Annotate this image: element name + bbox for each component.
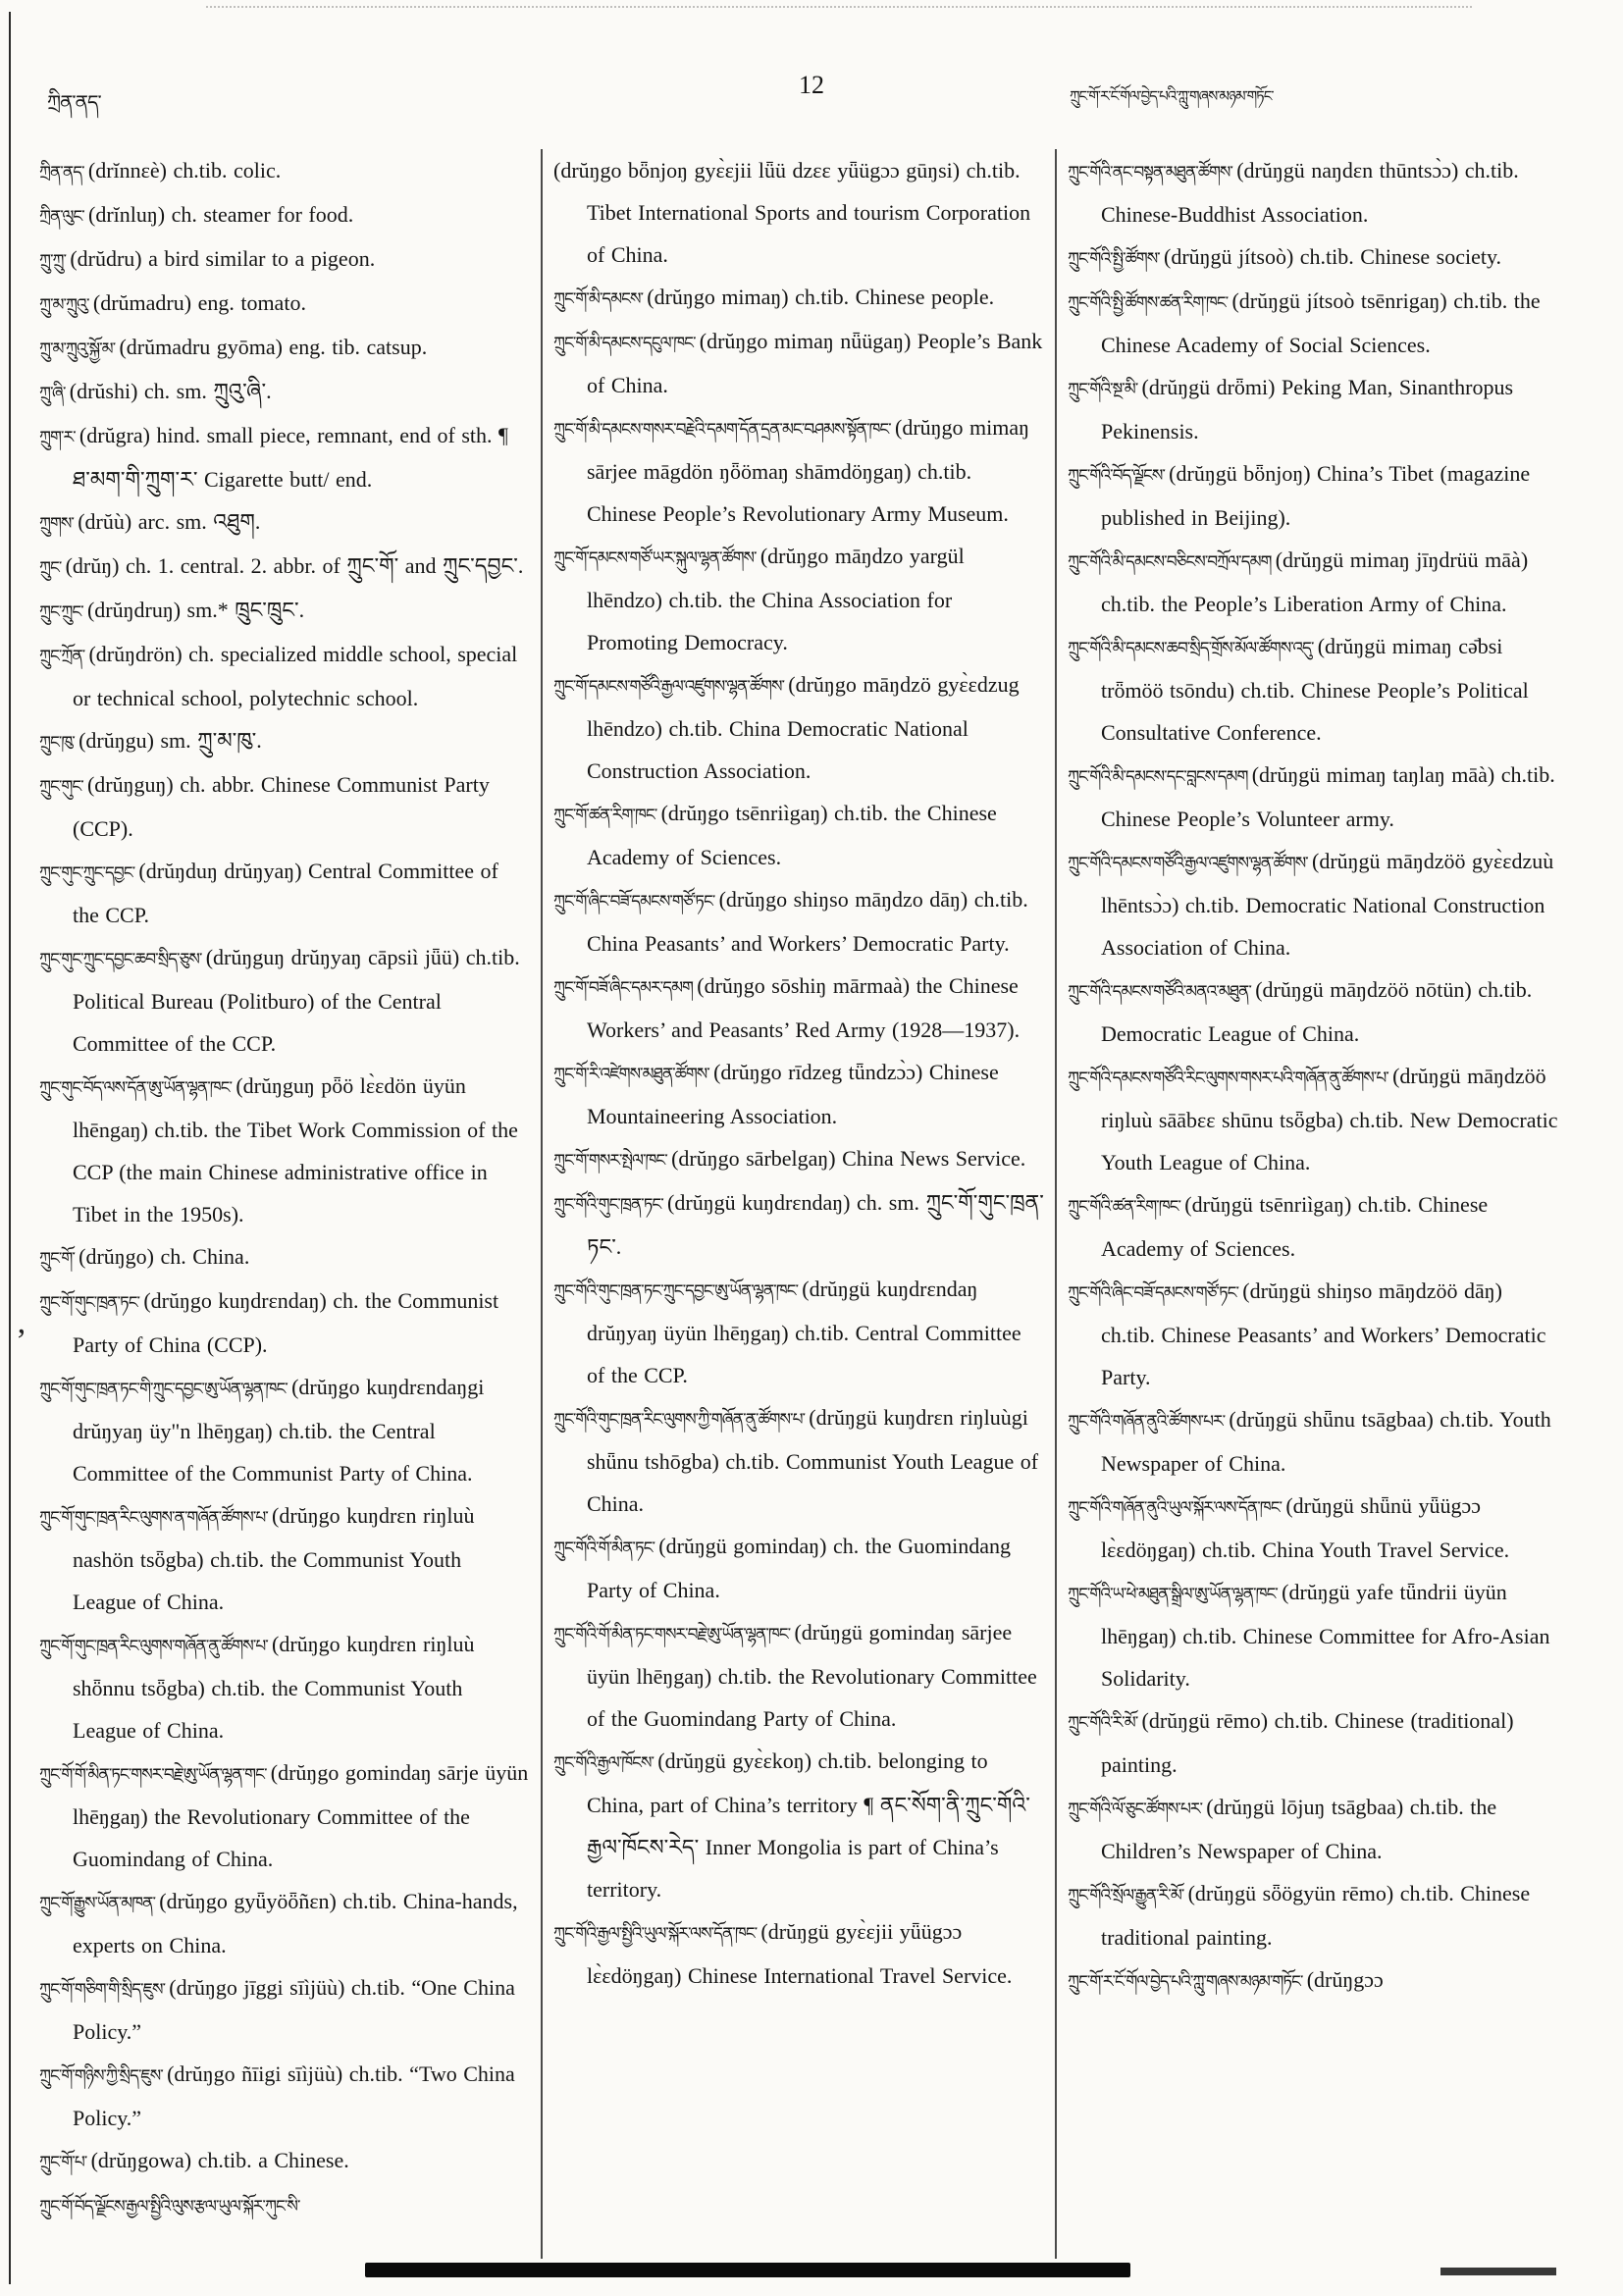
dictionary-entry: [39, 1366, 530, 1494]
entry-definition: (drŭŋgu) sm. ཀྲུ་མ་ཁུ་.: [79, 728, 262, 753]
dictionary-entry: [553, 1181, 1044, 1268]
entry-definition: (drŭŋgowa) ch.tib. a Chinese.: [90, 2148, 349, 2172]
dictionary-entry: [1068, 235, 1558, 280]
entry-definition: (drŭŋgo mimaŋ) ch.tib. Chinese people.: [647, 285, 995, 309]
dictionary-entry: [553, 878, 1044, 965]
dictionary-body: [39, 149, 1584, 2259]
entry-definition: (drŭŋgɔɔ: [1306, 1967, 1384, 1992]
dictionary-entry: [39, 2183, 530, 2227]
dictionary-entry: [553, 1137, 1044, 1181]
tibetan-headword: ཀྲུང་གོ་རྒྱུས་ཡོན་མཁན་: [39, 1894, 160, 1912]
dictionary-entry: [1068, 625, 1558, 754]
tibetan-headword: ཀྲུང་: [39, 558, 66, 577]
dictionary-entry: [553, 1611, 1044, 1740]
entry-definition: (drŭŋgo sārbelgaŋ) China News Service.: [671, 1146, 1026, 1171]
dictionary-entry: [1068, 1183, 1558, 1270]
entry-definition: (drŭshi) ch. sm. ཀྲུའུ་ཞི་.: [69, 379, 272, 403]
dictionary-entry: [1068, 1872, 1558, 1958]
tibetan-headword: ཀྲུང་གོའི་སྤྱི་ཚོགས་ཚན་རིག་ཁང་: [1068, 293, 1232, 312]
entry-definition: (drŭŋgo mimaŋ sārjee māgdön ŋȫömaŋ shāmdöŋgaŋ) ch.tib. Chinese People’s Revolutionary Army Museum.: [587, 415, 1030, 526]
column-rule-2: [1055, 149, 1057, 2259]
entry-definition: (drŭŋgü drȫmi) Peking Man, Sinanthropus Pekinensis.: [1101, 375, 1514, 444]
entry-definition: (drŭŋgo kuŋdrɛndaŋgi drŭŋyaŋ üy"n lhēŋgaŋ) ch.tib. the Central Committee of the Communist Party of China.: [73, 1375, 485, 1486]
dictionary-entry: [1068, 452, 1558, 539]
tibetan-headword: ཀྲུང་གོའི་ནང་བསྟན་མཐུན་ཚོགས་: [1068, 163, 1237, 182]
dictionary-entry: [39, 763, 530, 850]
scan-edge-line: [9, 12, 11, 2284]
tibetan-headword: ཀྲུང་གོ་གུང་ཁྲན་རིང་ལུགས་གཞོན་ནུ་ཚོགས་པ་: [39, 1637, 273, 1655]
dictionary-entry: [553, 965, 1044, 1051]
entry-definition: (drŭŋgü shǖnü yǖügɔɔ lɛ̀ɛdöŋgaŋ) ch.tib. China Youth Travel Service.: [1101, 1493, 1510, 1562]
tibetan-headword: ཀྲུང་གོ་གུང་ཁྲན་ཏང་: [39, 1293, 144, 1312]
tibetan-headword: ཀྲུང་གུང་: [39, 777, 87, 796]
entry-definition: (drŭŋgü tsēnriìgaŋ) ch.tib. Chinese Academy of Sciences.: [1101, 1192, 1489, 1261]
tibetan-headword: ཀྲུང་གོའི་སྔ་མི་: [1068, 380, 1142, 398]
dictionary-entry: [553, 663, 1044, 792]
entry-definition: (drŭŋgo kuŋdrɛn riŋluù shȫnnu tsȫgba) ch.tib. the Communist Youth League of China.: [73, 1632, 475, 1743]
dictionary-entry: [39, 326, 530, 370]
tibetan-headword: ཀྲུང་གོའི་གུང་ཁྲན་ཏང་ཀྲུང་དབྱང་ཨུ་ཡོན་ལྷན་ཁང་: [553, 1281, 803, 1300]
entry-definition: (drŭŋgü māŋdzöö nōtün) ch.tib. Democratic League of China.: [1101, 977, 1533, 1046]
scan-bottom-bar: [365, 2263, 1130, 2277]
dictionary-entry: [39, 237, 530, 282]
entry-definition: (drŭdru) a bird similar to a pigeon.: [70, 246, 376, 271]
entry-definition: (drŭŋ) ch. 1. central. 2. abbr. of ཀྲུང་གོ་ and ཀྲུང་དབྱང་.: [65, 553, 524, 578]
tibetan-headword: ཀྲུང་གོ་ར་ངོ་གོལ་བྱེད་པའི་ཀླུ་གཞས་མཉམ་གཏོང་: [1068, 1972, 1307, 1991]
tibetan-headword: ཀྲུང་གོ་གཅིག་གི་སྲིད་ཇུས་: [39, 1980, 170, 1999]
tibetan-headword: ཀྲུ་མ་ཀྲུའུ་: [39, 295, 93, 314]
page-number: 12: [799, 71, 824, 99]
guide-word-right: ཀྲུང་གོ་ར་ངོ་གོལ་བྱེད་པའི་ཀླུ་གཞས་མཉམ་གཏོང་: [1070, 89, 1274, 105]
tibetan-headword: ཀྲུང་གོའི་དམངས་གཙོའི་མནའ་མཐུན་: [1068, 982, 1256, 1001]
running-head: [43, 71, 1580, 126]
dictionary-entry: [39, 936, 530, 1065]
entry-definition: (drŭŋduŋ drŭŋyaŋ) Central Committee of the CCP.: [73, 859, 498, 927]
entry-definition: (drŭŋgü gomindaŋ sārjee üyün lhēŋgaŋ) ch.tib. the Revolutionary Committee of the Guomindang Party of China.: [587, 1620, 1037, 1731]
entry-definition: (drŭŋgo shiŋso māŋdzo dāŋ) ch.tib. China Peasants’ and Workers’ Democratic Party.: [587, 887, 1028, 956]
tibetan-headword: ཀྲུང་གོ་མི་དམངས་དངུལ་ཁང་: [553, 334, 700, 352]
entry-definition: (drŭŋgü gomindaŋ) ch. the Guomindang Party of China.: [587, 1534, 1012, 1602]
tibetan-headword: ཀྲུ་མ་ཀྲུའུ་སྐྱོ་མ་: [39, 339, 120, 358]
tibetan-headword: ཀྲུ་ཀྲུ་: [39, 251, 71, 270]
tibetan-headword: ཀྲུང་གོ་གོ་མིན་ཏང་གསར་བརྗེ་ཨུ་ཡོན་ལྷན་གང་: [39, 1765, 271, 1784]
column-left: [39, 149, 530, 2259]
tibetan-headword: ཀྲུང་གོའི་སྤྱི་ཚོགས་: [1068, 249, 1165, 268]
entry-definition: (drŭŋgü gyɛ̀ɛjii yǖügɔɔ lɛ̀ɛdöŋgaŋ) Chinese International Travel Service.: [587, 1919, 1013, 1988]
entry-definition: (drŭŋgü mimaŋ taŋlaŋ māà) ch.tib. Chinese People’s Volunteer army.: [1101, 762, 1555, 831]
tibetan-headword: ཀྲུང་གོ་དམངས་གཙོ་ཡར་སྐུལ་ལྷན་ཚོགས་: [553, 548, 760, 567]
entry-definition: (drŭŋgü māŋdzöö riŋluù sāābɛɛ shūnu tsȫgba) ch.tib. New Democratic Youth League of China.: [1101, 1064, 1558, 1174]
dictionary-entry: [1068, 754, 1558, 840]
dictionary-entry: [39, 719, 530, 763]
dictionary-entry: [39, 589, 530, 633]
entry-definition: (drŭŋgü lōjuŋ tsāgbaa) ch.tib. the Children’s Newspaper of China.: [1101, 1795, 1497, 1863]
tibetan-headword: ཀྲུང་གོ་མི་དམངས་: [553, 289, 648, 308]
dictionary-entry: [1068, 1571, 1558, 1699]
tibetan-headword: ཀྲུང་གོའི་ཞིང་བཟོ་དམངས་གཙོ་ཏང་: [1068, 1283, 1243, 1302]
entry-definition: (drŭŋgo kuŋdrɛndaŋ) ch. the Communist Party of China (CCP).: [73, 1288, 499, 1357]
entry-definition: (drŭmadru gyōma) eng. tib. catsup.: [119, 335, 428, 359]
tibetan-headword: ཀྲུང་གོ་དམངས་གཙོའི་རྒྱལ་འཛུགས་ལྷན་ཚོགས་: [553, 677, 789, 696]
dictionary-entry: [39, 1966, 530, 2053]
tibetan-headword: ཀྲུང་གུང་ཀྲུང་དབྱང་: [39, 863, 139, 882]
dictionary-entry: [553, 149, 1044, 276]
scan-bottom-mark: [1440, 2268, 1556, 2275]
column-rule-1: [541, 149, 543, 2259]
entry-definition: (drŭŋgü rēmo) ch.tib. Chinese (traditional) painting.: [1101, 1708, 1514, 1777]
dictionary-entry: [553, 792, 1044, 878]
tibetan-headword: ཀྲུང་གོའི་ཚན་རིག་ཁང་: [1068, 1197, 1185, 1216]
dictionary-entry: [553, 276, 1044, 320]
dictionary-entry: [39, 2139, 530, 2183]
entry-definition: (drŭŋguŋ pȫö lɛ̀ɛdön üyün lhēngaŋ) ch.tib. the Tibet Work Commission of the CCP (the main Chinese administrative office in Tibet in the 1950s).: [73, 1073, 518, 1226]
entry-definition: (drŭŋgo jīggi sīìjüù) ch.tib. “One China Policy.”: [73, 1975, 515, 2044]
entry-definition: (drŭŋdruŋ) sm.* ཁྲུང་ཁྲུང་.: [86, 598, 305, 622]
entry-definition: (drŭŋgo ñīigi sīìjüù) ch.tib. “Two China Policy.”: [73, 2061, 515, 2130]
entry-definition: (drŭŋgo gomindaŋ sārje üyün lhēŋgaŋ) the Revolutionary Committee of the Guomindang of China.: [73, 1760, 529, 1871]
tibetan-headword: ཀྲུང་གོའི་གུང་ཁྲན་རིང་ལུགས་ཀྱི་གཞོན་ནུ་ཚོགས་པ་: [553, 1410, 810, 1429]
entry-definition: (drŭŋgo māŋdzo yargül lhēndzo) ch.tib. the China Association for Promoting Democracy.: [587, 544, 965, 654]
column-middle: [553, 149, 1044, 2259]
dictionary-entry: [39, 282, 530, 326]
dictionary-entry: [1068, 280, 1558, 366]
entry-definition: (drŭŋgo sōshiŋ mārmaà) the Chinese Workers’ and Peasants’ Red Army (1928—1937).: [587, 973, 1021, 1042]
dictionary-entry: [39, 149, 530, 193]
entry-definition: (drŭŋgü mimaŋ jīŋdrüü māà) ch.tib. the People’s Liberation Army of China.: [1101, 548, 1529, 616]
tibetan-headword: ཀྲུང་གོའི་གཞོན་ནུའི་ཡུལ་སྐོར་ལས་དོན་ཁང་: [1068, 1498, 1286, 1517]
dictionary-entry: [1068, 1398, 1558, 1485]
dictionary-entry: [39, 370, 530, 414]
dictionary-entry: [553, 320, 1044, 406]
entry-definition: (drŭŋgo māŋdzö gyɛ̀ɛdzug lhēndzo) ch.tib. China Democratic National Construction Association.: [587, 672, 1020, 783]
tibetan-headword: ཀྲུང་གོའི་མི་དམངས་དང་བླངས་དམག: [1068, 767, 1252, 786]
dictionary-entry: [39, 1751, 530, 1880]
dictionary-entry: [39, 500, 530, 545]
tibetan-headword: ཀྲུང་གོའི་རི་མོ་: [1068, 1713, 1142, 1732]
dictionary-entry: [553, 535, 1044, 663]
tibetan-headword: ཀྲུང་གོའི་གོ་མིན་ཏང་: [553, 1539, 659, 1557]
tibetan-headword: ཀྲུང་གོ་པ་: [39, 2153, 91, 2171]
dictionary-entry: [553, 1525, 1044, 1611]
dictionary-entry: [39, 545, 530, 589]
dictionary-entry: [1068, 1786, 1558, 1872]
tibetan-headword: ཀྲུང་གོ་ཞིང་བཟོ་དམངས་གཙོ་ཏང་: [553, 892, 719, 911]
tibetan-headword: ཀྲུང་གོ་གུང་ཁྲན་ཏང་གི་ཀྲུང་དབྱང་ཨུ་ཡོན་ལྷན་ཁང་: [39, 1380, 292, 1398]
entry-definition: (drŭmadru) eng. tomato.: [92, 290, 306, 315]
tibetan-headword: ཀྲུང་གོ་: [39, 1249, 79, 1268]
scan-margin-mark: ’: [16, 1323, 27, 1359]
entry-definition: (drŭŋguŋ) ch. abbr. Chinese Communist Party (CCP).: [73, 772, 490, 841]
tibetan-headword: ཀྲུང་གོའི་སྲོལ་རྒྱུན་རི་མོ་: [1068, 1886, 1188, 1905]
dictionary-entry: [1068, 968, 1558, 1055]
tibetan-headword: ཀྲུང་ཀྲོན་: [39, 647, 89, 665]
dictionary-entry: [553, 1740, 1044, 1910]
entry-definition: (drŭŋgo) ch. China.: [79, 1244, 250, 1269]
entry-definition: (drŭŋgü kuŋdrɛn riŋluùgi shǖnu tshōgba) ch.tib. Communist Youth League of China.: [587, 1405, 1039, 1516]
tibetan-headword: ཀྲུང་གོའི་མི་དམངས་བཅིངས་བཀྲོལ་དམག: [1068, 552, 1276, 571]
tibetan-headword: ཀྲུང་གོའི་ཡ་ཕེ་མཐུན་སྒྲིལ་ཨུ་ཡོན་ལྷན་ཁང་: [1068, 1585, 1283, 1603]
dictionary-entry: [1068, 1485, 1558, 1571]
tibetan-headword: ཀྲུང་གོ་མི་དམངས་གསར་བརྗེའི་དམག་དོན་དྲན་མང་བཤམས་སྟོན་ཁང་: [553, 420, 895, 439]
entry-definition: (drŭŋgü shiŋso māŋdzöö dāŋ) ch.tib. Chinese Peasants’ and Workers’ Democratic Party.: [1101, 1278, 1546, 1389]
tibetan-headword: ཀྲུག་ར་: [39, 428, 79, 446]
dictionary-entry: [39, 193, 530, 237]
dictionary-entry: [39, 1235, 530, 1279]
tibetan-headword: ཀྲུང་གོ་ཚན་རིག་ཁང་: [553, 806, 661, 824]
entry-definition: (drŭŋgo mimaŋ nǖügaŋ) People’s Bank of China.: [587, 329, 1043, 397]
tibetan-headword: ཀྲུང་གོའི་གཞོན་ནུའི་ཚོགས་པར་: [1068, 1412, 1230, 1431]
entry-definition: (drŭŋgü yafe tǖndrii üyün lhēŋgaŋ) ch.tib. Chinese Committee for Afro-Asian Solidarity.: [1101, 1580, 1550, 1691]
tibetan-headword: ཀྲུང་གོ་བོད་ལྗོངས་རྒྱལ་སྤྱིའི་ལུས་རྩལ་ཡུལ་སྐོར་ཀུང་སི་: [39, 2197, 300, 2216]
entry-definition: (drŭù) arc. sm. འཐུག.: [78, 509, 261, 534]
tibetan-headword: ཀྲུང་གོ་བཟོ་ཞིང་དམར་དམག: [553, 978, 698, 997]
dictionary-entry: [1068, 1958, 1558, 2003]
dictionary-entry: [39, 414, 530, 500]
tibetan-headword: ཀྲུང་གོ་གུང་ཁྲན་རིང་ལུགས་ན་གཞོན་ཚོགས་པ་: [39, 1508, 273, 1527]
dictionary-entry: [553, 1051, 1044, 1137]
entry-definition: (drŭŋgo tsēnriìgaŋ) ch.tib. the Chinese Academy of Sciences.: [587, 801, 997, 869]
tibetan-headword: ཀྲུང་གོའི་རྒྱལ་ཁོངས་: [553, 1753, 658, 1772]
entry-definition: (drŭŋgü jítsoò tsēnrigaŋ) ch.tib. the Chinese Academy of Social Sciences.: [1101, 288, 1541, 357]
tibetan-headword: ཀྲུང་གོའི་བོད་ལྗོངས་: [1068, 466, 1170, 485]
tibetan-headword: ཀྲུང་གོའི་ལོ་ཅུང་ཚོགས་པར་: [1068, 1800, 1207, 1818]
dictionary-entry: [39, 850, 530, 936]
dictionary-entry: [39, 1880, 530, 1966]
dictionary-entry: [1068, 1270, 1558, 1398]
tibetan-headword: ཀྲུང་ཁུ་: [39, 733, 79, 752]
entry-definition: (drŭŋgü sȫögyün rēmo) ch.tib. Chinese traditional painting.: [1101, 1881, 1531, 1950]
dictionary-entry: [39, 1279, 530, 1366]
dictionary-entry: [1068, 539, 1558, 625]
dictionary-entry: [1068, 840, 1558, 968]
entry-definition: (drŭŋgü jítsoò) ch.tib. Chinese society.: [1164, 244, 1502, 269]
tibetan-headword: ཀྲུང་གོའི་རྒྱལ་སྤྱིའི་ཡུལ་སྐོར་ལས་དོན་ཁང་: [553, 1924, 761, 1943]
tibetan-headword: ཀྲུགས་: [39, 514, 79, 533]
tibetan-headword: ཀྲུང་གུང་བོད་ལས་དོན་ཨུ་ཡོན་ལྷན་ཁང་: [39, 1078, 236, 1097]
entry-definition: (drŭŋgü kuŋdrɛndaŋ drŭŋyaŋ üyün lhēŋgaŋ) ch.tib. Central Committee of the CCP.: [587, 1277, 1021, 1387]
entry-definition: (drĭnnɛè) ch.tib. colic.: [87, 158, 282, 183]
dictionary-entry: [553, 1396, 1044, 1525]
entry-definition: (drŭŋguŋ drŭŋyaŋ cāpsiì jǖü) ch.tib. Political Bureau (Politburo) of the Central Committee of the CCP.: [73, 945, 520, 1056]
tibetan-headword: ཀྲུང་གོའི་མི་དམངས་ཆབ་སྲིད་གྲོས་མོལ་ཚོགས་འདུ་: [1068, 639, 1318, 657]
scan-top-noise: [206, 6, 1472, 8]
dictionary-entry: [1068, 1055, 1558, 1183]
entry-definition: (drŭŋgo rīdzeg tǖndzɔ̀ɔ) Chinese Mountaineering Association.: [587, 1060, 999, 1128]
guide-word-left: ཀྲིན་ནད་: [47, 92, 101, 114]
tibetan-headword: ཀྲུང་གུང་ཀྲུང་དབྱང་ཆབ་སྲིད་ཅུས་: [39, 950, 206, 968]
tibetan-headword: ཀྲིན་ནད་: [39, 163, 88, 182]
entry-definition: (drŭŋgo kuŋdrɛn riŋluù nashön tsȫgba) ch.tib. the Communist Youth League of China.: [73, 1503, 475, 1614]
entry-definition: (drŭŋdrön) ch. specialized middle school, special or technical school, polytechnic school.: [73, 642, 518, 710]
tibetan-headword: ཀྲུང་ཀྲུང་: [39, 602, 87, 621]
tibetan-headword: ཀྲུ་ཞི་: [39, 384, 70, 402]
entry-definition: (drĭnluŋ) ch. steamer for food.: [88, 202, 354, 227]
dictionary-entry: [39, 1494, 530, 1623]
tibetan-headword: ཀྲུང་གོའི་གོ་མིན་ཏང་གསར་བརྗེ་ཨུ་ཡོན་ལྷན་ཁང་: [553, 1625, 795, 1644]
tibetan-headword: ཀྲུང་གོ་གཉིས་ཀྱི་སྲིད་ཇུས་: [39, 2066, 168, 2085]
tibetan-headword: ཀྲུང་གོའི་དམངས་གཙོའི་རྒྱལ་འཛུགས་ལྷན་ཚོགས་: [1068, 854, 1312, 872]
entry-definition: (drŭŋgü shǖnu tsāgbaa) ch.tib. Youth Newspaper of China.: [1101, 1407, 1551, 1476]
dictionary-entry: [1068, 366, 1558, 452]
dictionary-entry: [39, 1623, 530, 1751]
entry-definition: (drŭŋgo gyǖyöȫñɛn) ch.tib. China-hands, experts on China.: [73, 1889, 518, 1957]
entry-definition: (drŭŋgü naŋdɛn thūntsɔ̀ɔ) ch.tib. Chinese-Buddhist Association.: [1101, 158, 1519, 227]
entry-definition: (drŭŋgü mimaŋ cə̄bsi trȫmöö tsōndu) ch.tib. Chinese People’s Political Consultative Conference.: [1101, 634, 1529, 745]
entry-definition: (drŭŋgü kuŋdrɛndaŋ) ch. sm. ཀྲུང་གོ་གུང་ཁྲན་ཏང་.: [587, 1190, 1044, 1259]
entry-definition: (drŭŋgü bȫnjoŋ) China’s Tibet (magazine published in Beijing).: [1101, 461, 1531, 530]
entry-definition: (drŭgra) hind. small piece, remnant, end of sth. ¶ ཐ་མག་གི་ཀྲུག་ར་ Cigarette butt/ end.: [73, 423, 508, 492]
tibetan-headword: ཀྲུང་གོ་གསར་སྤེལ་ཁང་: [553, 1151, 672, 1170]
entry-definition: (drŭŋgü māŋdzöö gyɛ̀ɛdzuù lhēntsɔ̀ɔ) ch.tib. Democratic National Construction Association of China.: [1101, 849, 1554, 960]
entry-definition: (drŭŋgü gyɛ̀ɛkoŋ) ch.tib. belonging to China, part of China’s territory ¶ ནང་སོག་ནི་ཀྲུང་གོའི་རྒྱལ་ཁོངས་རེད་ Inner Mongolia is part of China’s territory.: [587, 1748, 1030, 1902]
tibetan-headword: ཀྲུང་གོ་རི་འཛེགས་མཐུན་ཚོགས་: [553, 1065, 714, 1083]
dictionary-entry: [39, 1065, 530, 1235]
tibetan-headword: ཀྲུང་གོའི་གུང་ཁྲན་ཏང་: [553, 1195, 668, 1214]
dictionary-entry: [553, 406, 1044, 535]
entry-definition: (drŭŋgo bȫnjoŋ gyɛ̀ɛjii lǖü dzɛɛ yǖügɔɔ gūŋsi) ch.tib. Tibet International Sports and tourism Corporation of China.: [553, 158, 1031, 267]
dictionary-entry: [553, 1268, 1044, 1396]
tibetan-headword: ཀྲུང་གོའི་དམངས་གཙོའི་རིང་ལུགས་གསར་པའི་གཞོན་ནུ་ཚོགས་པ་: [1068, 1069, 1393, 1087]
dictionary-entry: [553, 1910, 1044, 1997]
dictionary-entry: [39, 2053, 530, 2139]
dictionary-entry: [1068, 1699, 1558, 1786]
column-right: [1068, 149, 1558, 2259]
dictionary-entry: [39, 633, 530, 719]
tibetan-headword: ཀྲིན་ལུང་: [39, 207, 88, 226]
dictionary-entry: [1068, 149, 1558, 235]
